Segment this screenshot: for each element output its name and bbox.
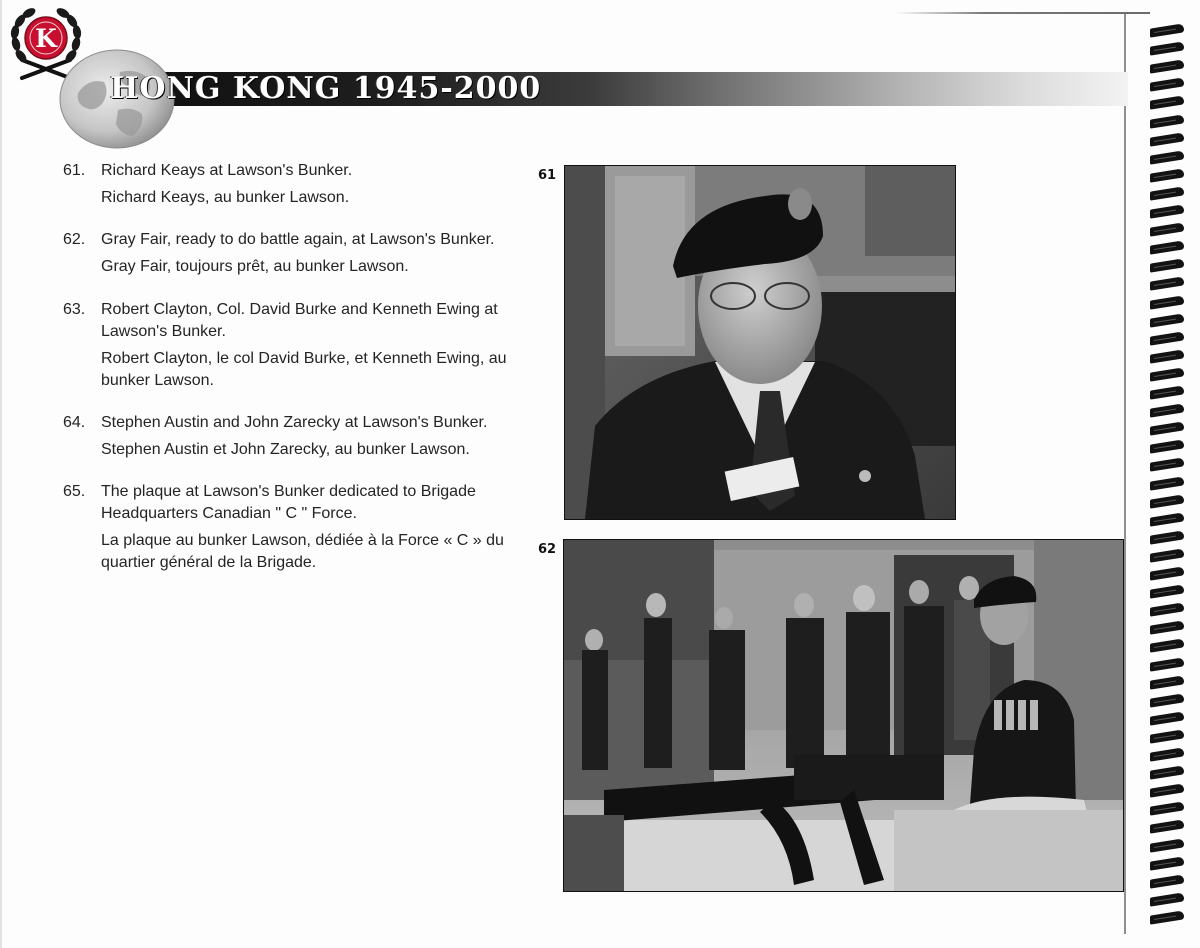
- caption-item-64: [60, 412, 510, 461]
- binding-coil: [1150, 711, 1184, 725]
- binding-coil: [1150, 41, 1184, 55]
- binding-coil: [1150, 222, 1184, 236]
- binding-coil: [1150, 367, 1184, 381]
- caption-english: Stephen Austin and John Zarecky at Lawson's Bunker.: [101, 414, 488, 431]
- binding-coil: [1150, 729, 1184, 743]
- binding-coil: [1150, 277, 1184, 291]
- binding-coil: [1150, 186, 1184, 200]
- top-rule: [895, 12, 1150, 14]
- caption-english: The plaque at Lawson's Bunker dedicated to Brigade Headquarters Canadian " C " Force.: [101, 483, 476, 522]
- emblem-letter: K: [35, 24, 57, 53]
- caption-french: Robert Clayton, le col David Burke, et Kenneth Ewing, au bunker Lawson.: [101, 350, 507, 389]
- binding-coil: [1150, 783, 1184, 797]
- binding-coil: [1150, 168, 1184, 182]
- binding-coil: [1150, 548, 1184, 562]
- binding-coil: [1150, 96, 1184, 110]
- binding-coil: [1150, 259, 1184, 273]
- caption-number: 62.: [63, 231, 86, 248]
- binding-coil: [1150, 874, 1184, 888]
- caption-number: 63.: [63, 301, 86, 318]
- binding-coil: [1150, 584, 1184, 598]
- binding-coil: [1150, 295, 1184, 309]
- binding-coil: [1150, 476, 1184, 490]
- binding-coil: [1150, 820, 1184, 834]
- binding-coil: [1150, 838, 1184, 852]
- caption-item-62: [60, 229, 510, 278]
- binding-coil: [1150, 693, 1184, 707]
- binding-coil: [1150, 440, 1184, 454]
- binding-coil: [1150, 349, 1184, 363]
- binding-coil: [1150, 421, 1184, 435]
- caption-french: La plaque au bunker Lawson, dédiée à la Force « C » du quartier général de la Brigade.: [101, 532, 504, 571]
- photo-label-62: 62: [538, 542, 557, 557]
- photo-61-veteran-portrait: [564, 165, 956, 520]
- binding-coil: [1150, 639, 1184, 653]
- header-title: HONG KONG 1945-2000: [110, 71, 542, 106]
- caption-number: 65.: [63, 483, 86, 500]
- binding-coil: [1150, 747, 1184, 761]
- binding-coil: [1150, 602, 1184, 616]
- binding-coil: [1150, 675, 1184, 689]
- binding-coil: [1150, 512, 1184, 526]
- caption-list: [60, 160, 510, 574]
- caption-french: Gray Fair, toujours prêt, au bunker Lawson.: [101, 258, 409, 275]
- binding-coil: [1150, 385, 1184, 399]
- right-rule: [1124, 14, 1126, 934]
- binding-coil: [1150, 403, 1184, 417]
- caption-french: Stephen Austin et John Zarecky, au bunker Lawson.: [101, 441, 470, 458]
- binding-coil: [1150, 856, 1184, 870]
- binding-coil: [1150, 910, 1184, 924]
- caption-item-65: [60, 481, 510, 574]
- binding-coil: [1150, 892, 1184, 906]
- binding-coil: [1150, 59, 1184, 73]
- binding-coil: [1150, 78, 1184, 92]
- spiral-binding: [1150, 26, 1190, 936]
- caption-item-61: [60, 160, 510, 209]
- page-edge: [0, 0, 2, 948]
- binding-coil: [1150, 566, 1184, 580]
- caption-number: 64.: [63, 414, 86, 431]
- binding-coil: [1150, 494, 1184, 508]
- photo-label-61: 61: [538, 168, 557, 183]
- binding-coil: [1150, 331, 1184, 345]
- binding-coil: [1150, 657, 1184, 671]
- caption-french: Richard Keays, au bunker Lawson.: [101, 189, 350, 206]
- binding-coil: [1150, 458, 1184, 472]
- binding-coil: [1150, 132, 1184, 146]
- caption-english: Richard Keays at Lawson's Bunker.: [101, 162, 353, 179]
- binding-coil: [1150, 114, 1184, 128]
- binding-coil: [1150, 240, 1184, 254]
- caption-english: Gray Fair, ready to do battle again, at Lawson's Bunker.: [101, 231, 495, 248]
- binding-coil: [1150, 313, 1184, 327]
- binding-coil: [1150, 204, 1184, 218]
- binding-coil: [1150, 150, 1184, 164]
- binding-coil: [1150, 621, 1184, 635]
- binding-coil: [1150, 765, 1184, 779]
- photo-62-bunker-gathering: [563, 539, 1124, 892]
- binding-coil: [1150, 23, 1184, 37]
- binding-coil: [1150, 530, 1184, 544]
- caption-number: 61.: [63, 162, 86, 179]
- caption-english: Robert Clayton, Col. David Burke and Kenneth Ewing at Lawson's Bunker.: [101, 301, 498, 340]
- caption-item-63: [60, 299, 510, 392]
- binding-coil: [1150, 802, 1184, 816]
